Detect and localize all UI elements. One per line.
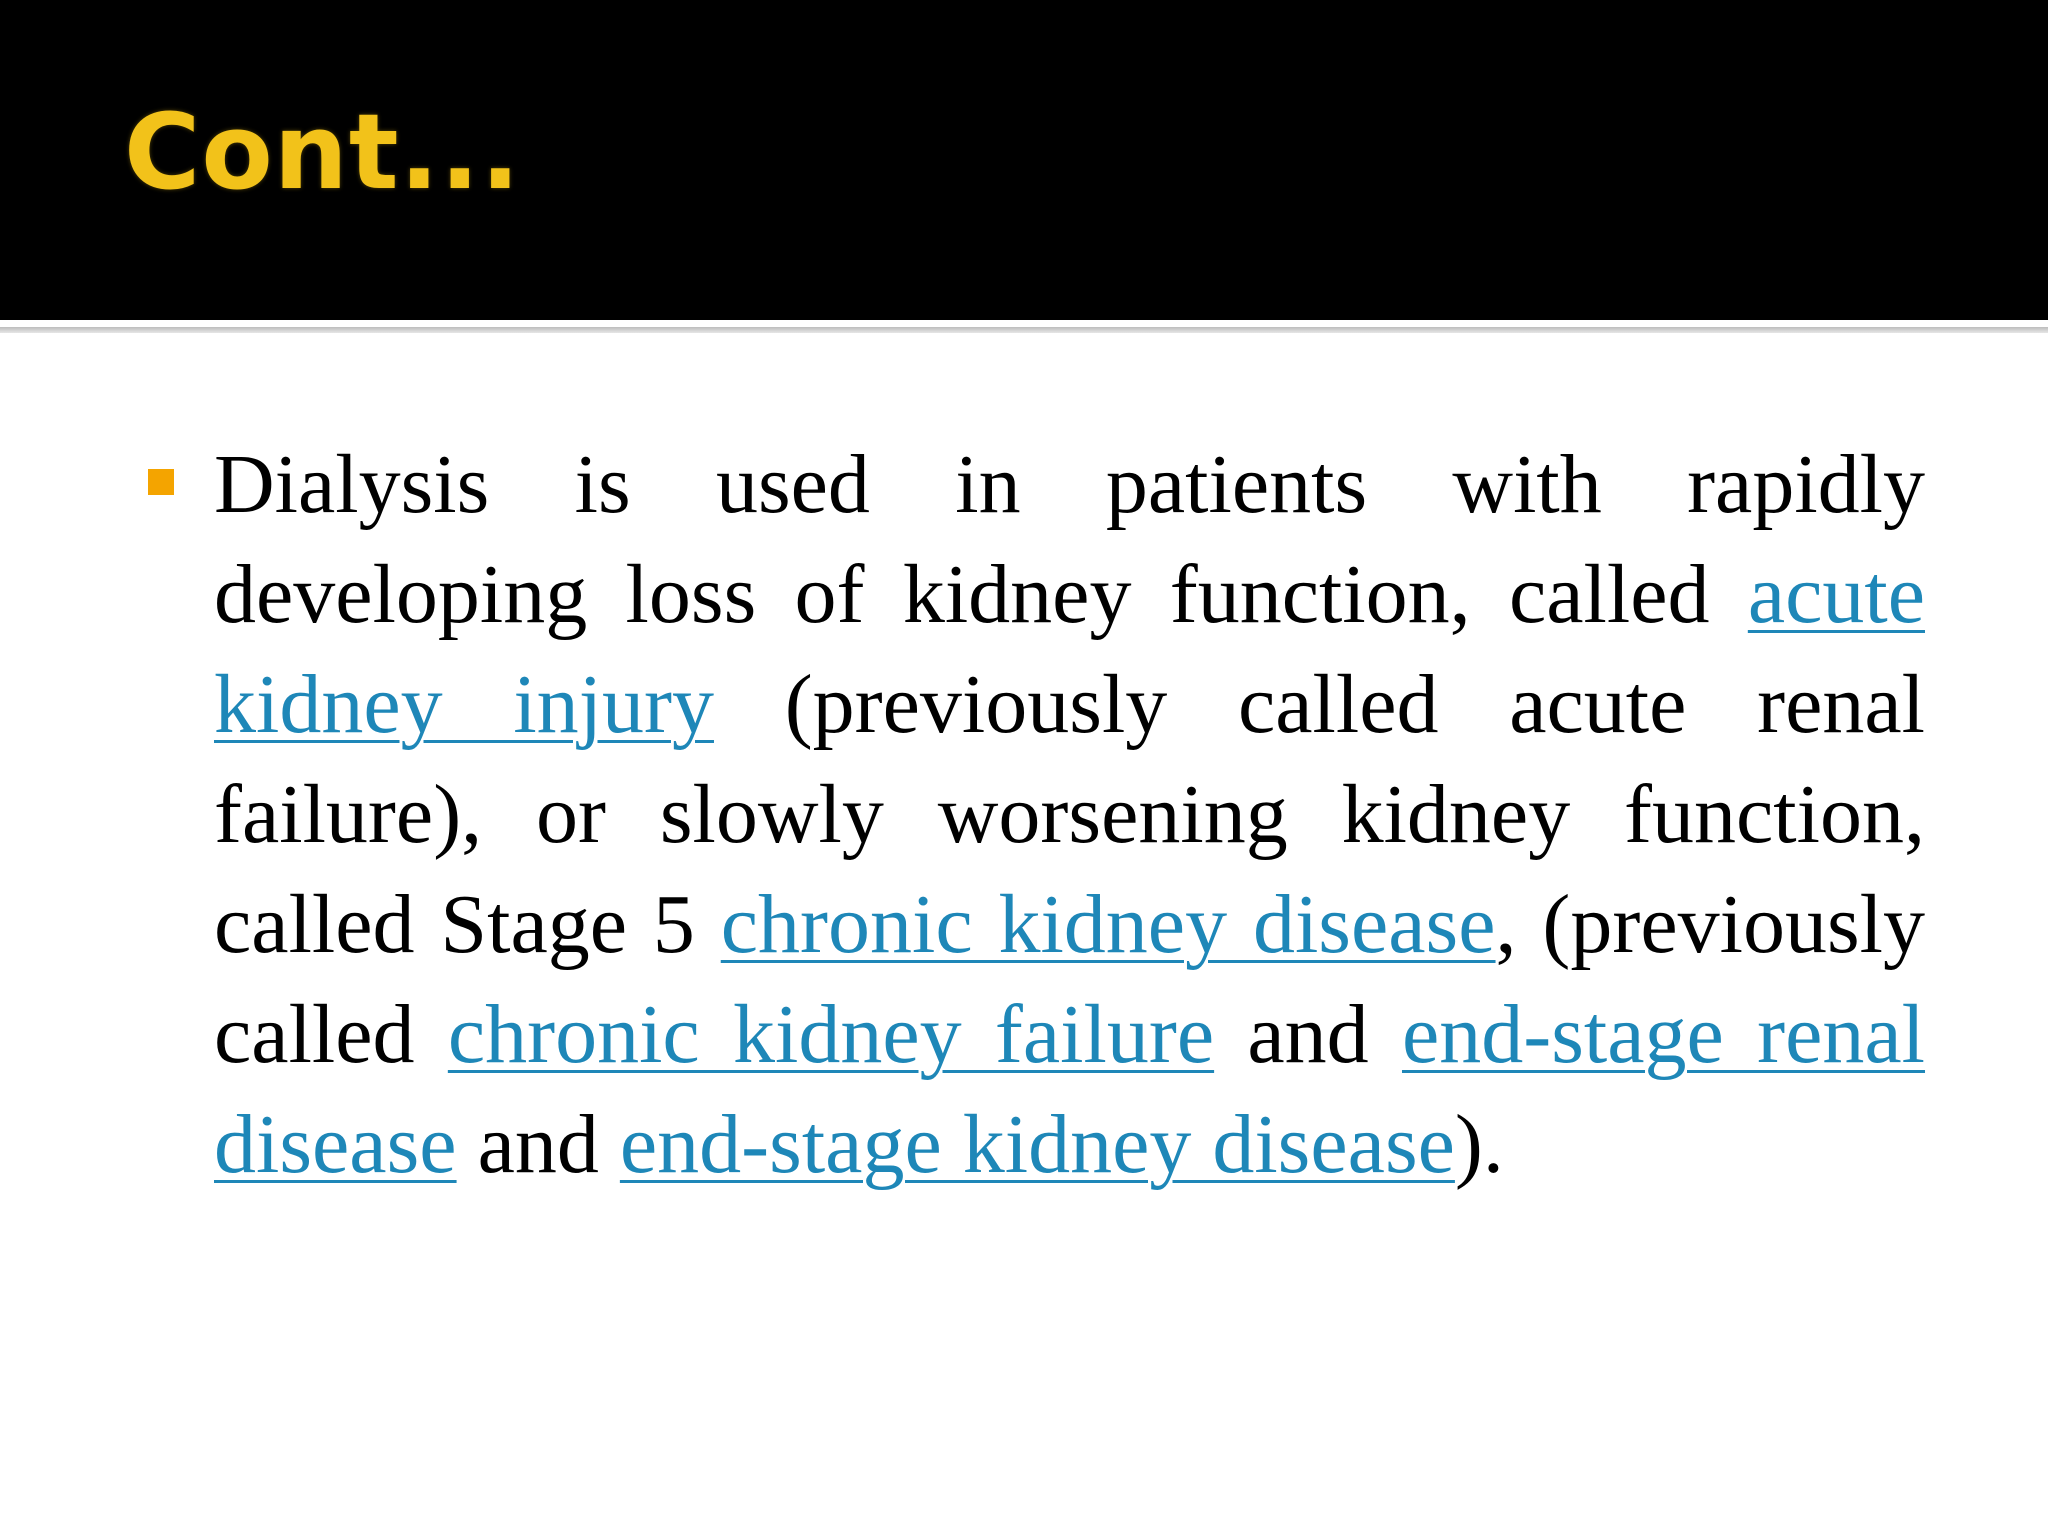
paragraph-text: Dialysis is used in patients with rapidly developing loss of kidney function, called bbox=[214, 438, 1925, 641]
link-end-stage-renal-disease[interactable]: end-stage renal disease bbox=[214, 988, 1926, 1191]
bullet-list bbox=[140, 430, 1925, 1200]
title-divider-gray bbox=[0, 327, 2048, 333]
link-chronic-kidney-disease[interactable]: chronic kidney disease bbox=[720, 878, 1496, 971]
title-bar bbox=[0, 0, 2048, 320]
paragraph-text: and bbox=[456, 1098, 620, 1191]
paragraph-text: and bbox=[1214, 988, 1402, 1081]
paragraph-text: (previously called acute renal failure), or slowly worsening kidney function, called Stage 5 bbox=[214, 658, 1925, 971]
bullet-paragraph bbox=[214, 430, 1925, 1200]
paragraph-text: , (previously called bbox=[214, 878, 1925, 1081]
slide-title: Cont... bbox=[124, 91, 522, 213]
paragraph-text: ). bbox=[1454, 1098, 1504, 1191]
title-divider-white bbox=[0, 320, 2048, 327]
link-acute-kidney-injury[interactable]: acute kidney injury bbox=[214, 548, 1925, 751]
square-bullet-icon bbox=[148, 469, 174, 495]
link-end-stage-kidney-disease[interactable]: end-stage kidney disease bbox=[619, 1098, 1455, 1191]
link-chronic-kidney-failure[interactable]: chronic kidney failure bbox=[447, 988, 1215, 1081]
